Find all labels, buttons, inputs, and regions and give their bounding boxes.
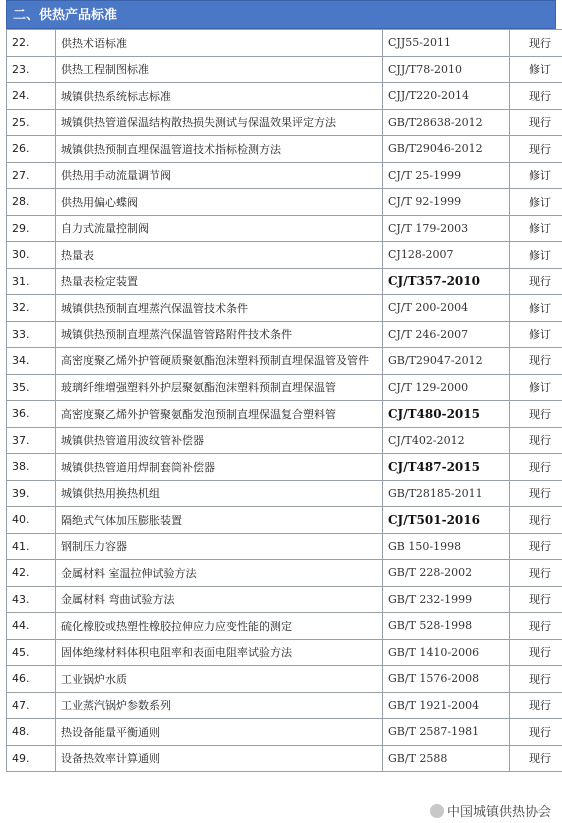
table-row (7, 189, 562, 216)
table-row (7, 295, 562, 322)
wechat-icon (430, 804, 444, 818)
row-number: 42. (7, 560, 56, 587)
section-header (6, 0, 556, 29)
standard-code: GB/T 1410-2006 (383, 639, 510, 666)
row-number: 47. (7, 692, 56, 719)
table-row (7, 480, 562, 507)
standard-name: 高密度聚乙烯外护管聚氨酯发泡预制直埋保温复合塑料管 (56, 401, 383, 428)
standard-status: 修订 (510, 215, 562, 242)
standard-code: GB/T 228-2002 (383, 560, 510, 587)
row-number: 40. (7, 507, 56, 534)
standard-status: 现行 (510, 83, 562, 110)
row-number: 25. (7, 109, 56, 136)
table-row (7, 454, 562, 481)
row-number: 33. (7, 321, 56, 348)
table-row (7, 321, 562, 348)
standard-name: 工业锅炉水质 (56, 666, 383, 693)
standard-code: CJ/T 25-1999 (383, 162, 510, 189)
table-row (7, 719, 562, 746)
row-number: 44. (7, 613, 56, 640)
standard-status: 现行 (510, 533, 562, 560)
standard-name: 城镇供热管道保温结构散热损失测试与保温效果评定方法 (56, 109, 383, 136)
watermark-text: 中国城镇供热协会 (446, 805, 551, 820)
row-number: 37. (7, 427, 56, 454)
standard-status: 现行 (510, 507, 562, 534)
table-row (7, 56, 562, 83)
table-row (7, 242, 562, 269)
table-row (7, 666, 562, 693)
table-row (7, 348, 562, 375)
standard-code: CJ128-2007 (383, 242, 510, 269)
standard-code: CJJ/T220-2014 (383, 83, 510, 110)
row-number: 24. (7, 83, 56, 110)
standard-name: 供热术语标准 (56, 30, 383, 57)
section-title: 二、供热产品标准 (13, 8, 118, 23)
standard-status: 现行 (510, 639, 562, 666)
standard-status: 现行 (510, 613, 562, 640)
standard-status: 修订 (510, 321, 562, 348)
standard-name: 城镇供热系统标志标准 (56, 83, 383, 110)
standard-code: CJ/T501-2016 (383, 507, 510, 534)
standards-sheet (6, 0, 556, 772)
table-row (7, 268, 562, 295)
table-row (7, 507, 562, 534)
standard-name: 金属材料 室温拉伸试验方法 (56, 560, 383, 587)
table-row (7, 692, 562, 719)
standard-status: 修订 (510, 56, 562, 83)
standard-code: GB/T29047-2012 (383, 348, 510, 375)
row-number: 26. (7, 136, 56, 163)
standard-code: CJJ55-2011 (383, 30, 510, 57)
table-row (7, 30, 562, 57)
row-number: 46. (7, 666, 56, 693)
standard-status: 现行 (510, 348, 562, 375)
table-row (7, 109, 562, 136)
standard-name: 热量表 (56, 242, 383, 269)
standard-code: GB/T29046-2012 (383, 136, 510, 163)
standard-name: 城镇供热用换热机组 (56, 480, 383, 507)
standard-code: CJ/T357-2010 (383, 268, 510, 295)
standard-name: 高密度聚乙烯外护管硬质聚氨酯泡沫塑料预制直埋保温管及管件 (56, 348, 383, 375)
standard-code: CJ/T 179-2003 (383, 215, 510, 242)
row-number: 34. (7, 348, 56, 375)
table-row (7, 745, 562, 772)
standard-name: 供热工程制图标准 (56, 56, 383, 83)
standard-name: 玻璃纤维增强塑料外护层聚氨酯泡沫塑料预制直埋保温管 (56, 374, 383, 401)
table-row (7, 613, 562, 640)
row-number: 36. (7, 401, 56, 428)
row-number: 30. (7, 242, 56, 269)
standard-code: GB/T28638-2012 (383, 109, 510, 136)
row-number: 29. (7, 215, 56, 242)
row-number: 48. (7, 719, 56, 746)
standard-code: CJ/T 200-2004 (383, 295, 510, 322)
standard-status: 现行 (510, 268, 562, 295)
standard-code: CJ/T 92-1999 (383, 189, 510, 216)
watermark (427, 800, 554, 821)
standard-name: 城镇供热管道用波纹管补偿器 (56, 427, 383, 454)
standard-status: 现行 (510, 719, 562, 746)
table-row (7, 427, 562, 454)
standard-name: 隔绝式气体加压膨胀装置 (56, 507, 383, 534)
standard-code: GB/T 2588 (383, 745, 510, 772)
row-number: 41. (7, 533, 56, 560)
standard-status: 现行 (510, 480, 562, 507)
standard-code: GB/T28185-2011 (383, 480, 510, 507)
standard-status: 现行 (510, 401, 562, 428)
row-number: 45. (7, 639, 56, 666)
row-number: 31. (7, 268, 56, 295)
row-number: 28. (7, 189, 56, 216)
standards-table-body (7, 30, 562, 772)
standard-status: 修订 (510, 295, 562, 322)
standard-name: 硫化橡胶或热塑性橡胶拉伸应力应变性能的测定 (56, 613, 383, 640)
standard-name: 城镇供热预制直埋保温管道技术指标检测方法 (56, 136, 383, 163)
row-number: 38. (7, 454, 56, 481)
table-row (7, 560, 562, 587)
table-row (7, 162, 562, 189)
standard-name: 固体绝缘材料体积电阻率和表面电阻率试验方法 (56, 639, 383, 666)
standard-name: 城镇供热预制直埋蒸汽保温管技术条件 (56, 295, 383, 322)
row-number: 43. (7, 586, 56, 613)
standard-status: 修订 (510, 162, 562, 189)
standard-name: 供热用偏心蝶阀 (56, 189, 383, 216)
standard-name: 供热用手动流量调节阀 (56, 162, 383, 189)
standard-status: 修订 (510, 189, 562, 216)
table-row (7, 136, 562, 163)
table-row (7, 83, 562, 110)
standard-status: 现行 (510, 109, 562, 136)
standard-code: GB 150-1998 (383, 533, 510, 560)
standard-name: 金属材料 弯曲试验方法 (56, 586, 383, 613)
table-row (7, 533, 562, 560)
standard-name: 城镇供热预制直埋蒸汽保温管管路附件技术条件 (56, 321, 383, 348)
standard-name: 自力式流量控制阀 (56, 215, 383, 242)
standard-name: 工业蒸汽锅炉参数系列 (56, 692, 383, 719)
standard-code: GB/T 2587-1981 (383, 719, 510, 746)
standard-status: 现行 (510, 745, 562, 772)
standard-code: CJ/T 129-2000 (383, 374, 510, 401)
standard-status: 现行 (510, 136, 562, 163)
row-number: 22. (7, 30, 56, 57)
row-number: 32. (7, 295, 56, 322)
row-number: 49. (7, 745, 56, 772)
standard-code: CJ/T480-2015 (383, 401, 510, 428)
table-row (7, 401, 562, 428)
standard-status: 修订 (510, 242, 562, 269)
standard-code: CJ/T 246-2007 (383, 321, 510, 348)
standard-name: 热设备能量平衡通则 (56, 719, 383, 746)
standard-status: 现行 (510, 427, 562, 454)
standard-status: 现行 (510, 692, 562, 719)
row-number: 27. (7, 162, 56, 189)
table-row (7, 586, 562, 613)
standard-status: 现行 (510, 586, 562, 613)
standard-name: 城镇供热管道用焊制套筒补偿器 (56, 454, 383, 481)
table-row (7, 215, 562, 242)
standard-code: GB/T 528-1998 (383, 613, 510, 640)
standard-status: 现行 (510, 560, 562, 587)
standard-name: 钢制压力容器 (56, 533, 383, 560)
standard-name: 热量表检定装置 (56, 268, 383, 295)
row-number: 23. (7, 56, 56, 83)
row-number: 35. (7, 374, 56, 401)
standard-code: CJ/T402-2012 (383, 427, 510, 454)
standard-status: 现行 (510, 454, 562, 481)
table-row (7, 374, 562, 401)
standard-status: 现行 (510, 666, 562, 693)
standard-code: GB/T 1576-2008 (383, 666, 510, 693)
row-number: 39. (7, 480, 56, 507)
standard-code: GB/T 232-1999 (383, 586, 510, 613)
standards-table (6, 29, 562, 772)
standard-code: CJJ/T78-2010 (383, 56, 510, 83)
standard-status: 现行 (510, 30, 562, 57)
standard-code: CJ/T487-2015 (383, 454, 510, 481)
standard-code: GB/T 1921-2004 (383, 692, 510, 719)
standard-name: 设备热效率计算通则 (56, 745, 383, 772)
standard-status: 修订 (510, 374, 562, 401)
table-row (7, 639, 562, 666)
